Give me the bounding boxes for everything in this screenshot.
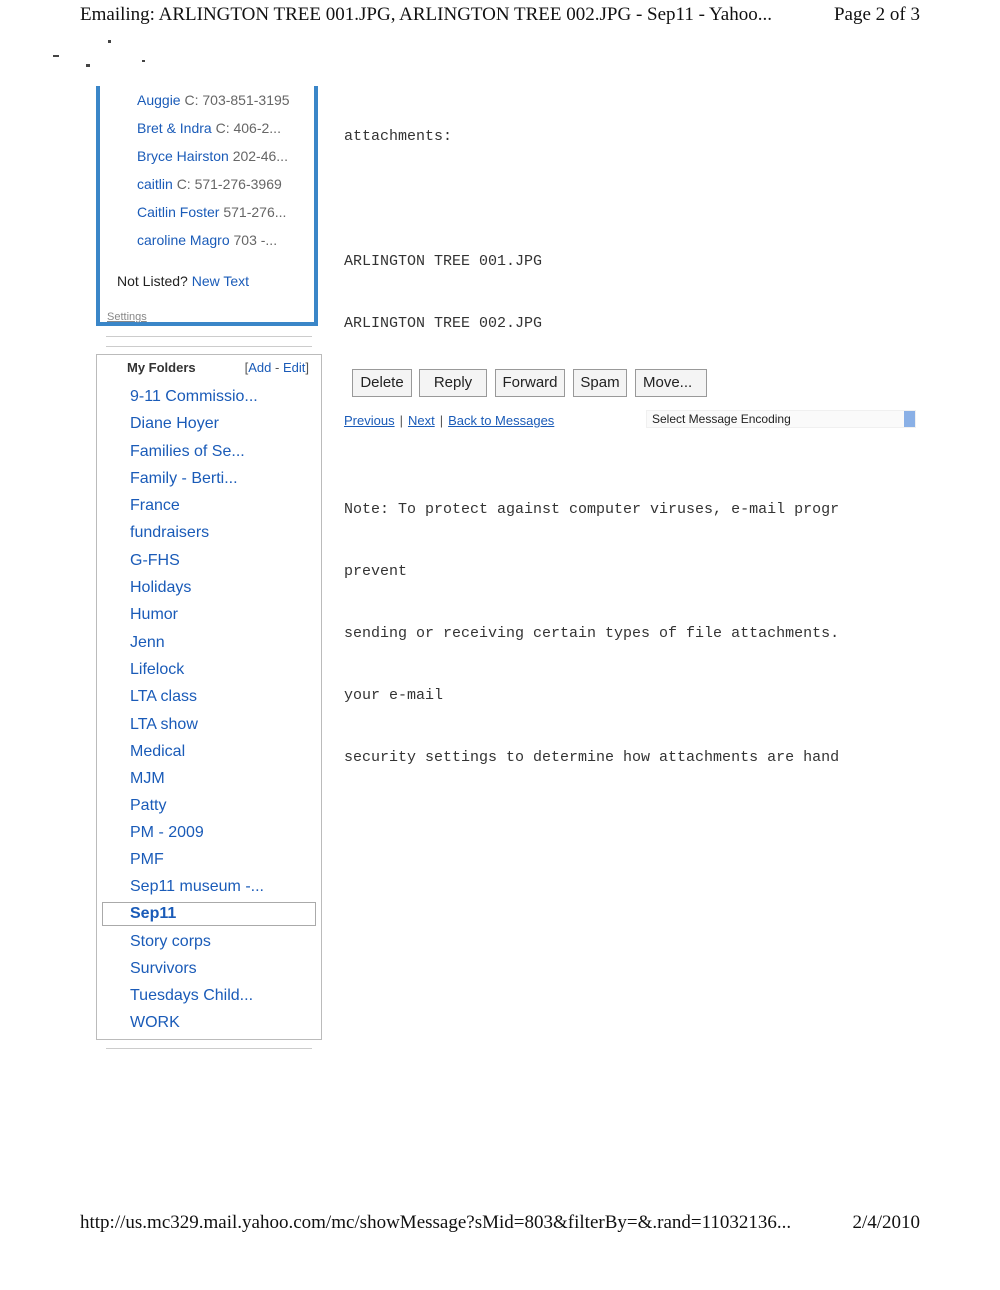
divider: [106, 1048, 312, 1049]
nav-separator: |: [399, 413, 403, 428]
message-line: security settings to determine how attachments are hand: [344, 749, 840, 767]
contact-phone: 703 -...: [233, 232, 278, 248]
folder-item[interactable]: fundraisers: [130, 524, 210, 541]
reply-button[interactable]: Reply: [419, 369, 487, 397]
nav-separator: |: [439, 413, 444, 428]
settings-link[interactable]: Settings: [107, 311, 147, 323]
contact-item[interactable]: [137, 92, 290, 108]
folder-item[interactable]: LTA show: [130, 716, 198, 733]
contacts-panel: [96, 86, 318, 326]
edit-folders-link[interactable]: Edit: [282, 360, 306, 375]
contact-name[interactable]: Caitlin Foster: [137, 204, 220, 220]
attachment-name: ARLINGTON TREE 002.JPG: [344, 314, 543, 332]
forward-button[interactable]: Forward: [495, 369, 565, 397]
folder-item[interactable]: Sep11 museum -...: [130, 878, 264, 895]
print-header: [80, 4, 920, 34]
folder-item[interactable]: Survivors: [130, 960, 197, 977]
message-body: [344, 86, 920, 790]
back-to-messages-link[interactable]: Back to Messages: [448, 413, 555, 428]
message-encoding-select[interactable]: [646, 410, 916, 428]
contact-label: C:: [184, 92, 199, 108]
message-line: prevent: [344, 563, 408, 581]
new-text-link[interactable]: New Text: [191, 273, 250, 289]
folder-item[interactable]: WORK: [130, 1014, 180, 1031]
folder-item[interactable]: Tuesdays Child...: [130, 987, 254, 1004]
contact-phone: 202-46...: [232, 148, 288, 164]
folder-item[interactable]: 9-11 Commissio...: [130, 388, 258, 405]
delete-button[interactable]: Delete: [352, 369, 412, 397]
folder-item[interactable]: PMF: [130, 851, 164, 868]
folder-item[interactable]: Jenn: [130, 634, 165, 651]
contact-label: C:: [215, 120, 230, 136]
add-folder-link[interactable]: Add: [248, 360, 272, 375]
folder-item[interactable]: PM - 2009: [130, 824, 204, 841]
print-page-number: Page 2 of 3: [833, 4, 920, 25]
message-line: attachments:: [344, 128, 453, 146]
message-nav: [344, 413, 554, 428]
folder-actions: [245, 360, 309, 375]
message-line: Note: To protect against computer viruses, e-mail progr: [344, 500, 840, 518]
contact-phone: 406-2...: [233, 120, 281, 136]
contact-phone: 571-276-3969: [194, 176, 282, 192]
folder-item[interactable]: Lifelock: [130, 661, 185, 678]
contact-phone: 571-276...: [223, 204, 287, 220]
message-line: [344, 438, 920, 459]
contact-label: C:: [176, 176, 191, 192]
folders-header: [127, 360, 317, 375]
contact-name[interactable]: Bryce Hairston: [137, 148, 229, 164]
message-line: your e-mail: [344, 687, 444, 705]
contact-name[interactable]: caroline Magro: [137, 232, 230, 248]
folder-item[interactable]: Medical: [130, 743, 186, 760]
folder-item[interactable]: Story corps: [130, 933, 211, 950]
contact-item[interactable]: [137, 204, 286, 220]
not-listed: [117, 273, 249, 289]
folder-item[interactable]: G-FHS: [130, 552, 180, 569]
contact-item[interactable]: [137, 120, 281, 136]
contact-item[interactable]: [137, 232, 277, 248]
not-listed-label: Not Listed?: [117, 273, 188, 289]
message-line: [344, 190, 920, 211]
folder-item[interactable]: LTA class: [130, 688, 197, 705]
divider: [106, 346, 312, 347]
print-page-title: Emailing: ARLINGTON TREE 001.JPG, ARLINGTON TREE 002.JPG - Sep11 - Yahoo...: [80, 4, 772, 25]
action-separator: -: [275, 360, 280, 375]
folder-item[interactable]: Humor: [130, 606, 179, 623]
dropdown-arrow-icon[interactable]: [904, 411, 915, 427]
print-footer: [80, 1212, 920, 1240]
contact-phone: 703-851-3195: [202, 92, 290, 108]
folder-item[interactable]: Family - Berti...: [130, 470, 238, 487]
folder-item[interactable]: France: [130, 497, 180, 514]
folder-item[interactable]: Patty: [130, 797, 167, 814]
move-button[interactable]: Move...: [635, 369, 707, 397]
previous-link[interactable]: Previous: [344, 413, 395, 428]
contact-name[interactable]: Auggie: [137, 92, 181, 108]
folders-heading: My Folders: [127, 360, 196, 375]
folder-item[interactable]: MJM: [130, 770, 165, 787]
folders-panel: [96, 354, 322, 1040]
message-line: sending or receiving certain types of file attachments.: [344, 625, 840, 643]
divider: [106, 336, 312, 337]
page-url: http://us.mc329.mail.yahoo.com/mc/showMessage?sMid=803&filterBy=&.rand=11032136...: [80, 1212, 792, 1233]
folder-item[interactable]: Families of Se...: [130, 443, 245, 460]
contact-name[interactable]: caitlin: [137, 176, 173, 192]
folder-item[interactable]: Diane Hoyer: [130, 415, 219, 432]
spam-button[interactable]: Spam: [573, 369, 627, 397]
next-link[interactable]: Next: [407, 413, 435, 428]
bracket-open: [: [244, 360, 249, 375]
contact-item[interactable]: [137, 176, 282, 192]
encoding-select-label: Select Message Encoding: [652, 412, 791, 426]
contact-item[interactable]: [137, 148, 288, 164]
contact-name[interactable]: Bret & Indra: [137, 120, 212, 136]
bracket-close: ]: [305, 360, 309, 375]
folder-item[interactable]: Holidays: [130, 579, 192, 596]
attachment-name: ARLINGTON TREE 001.JPG: [344, 252, 543, 270]
folder-item-selected[interactable]: Sep11: [102, 902, 316, 926]
print-date: 2/4/2010: [852, 1212, 920, 1233]
